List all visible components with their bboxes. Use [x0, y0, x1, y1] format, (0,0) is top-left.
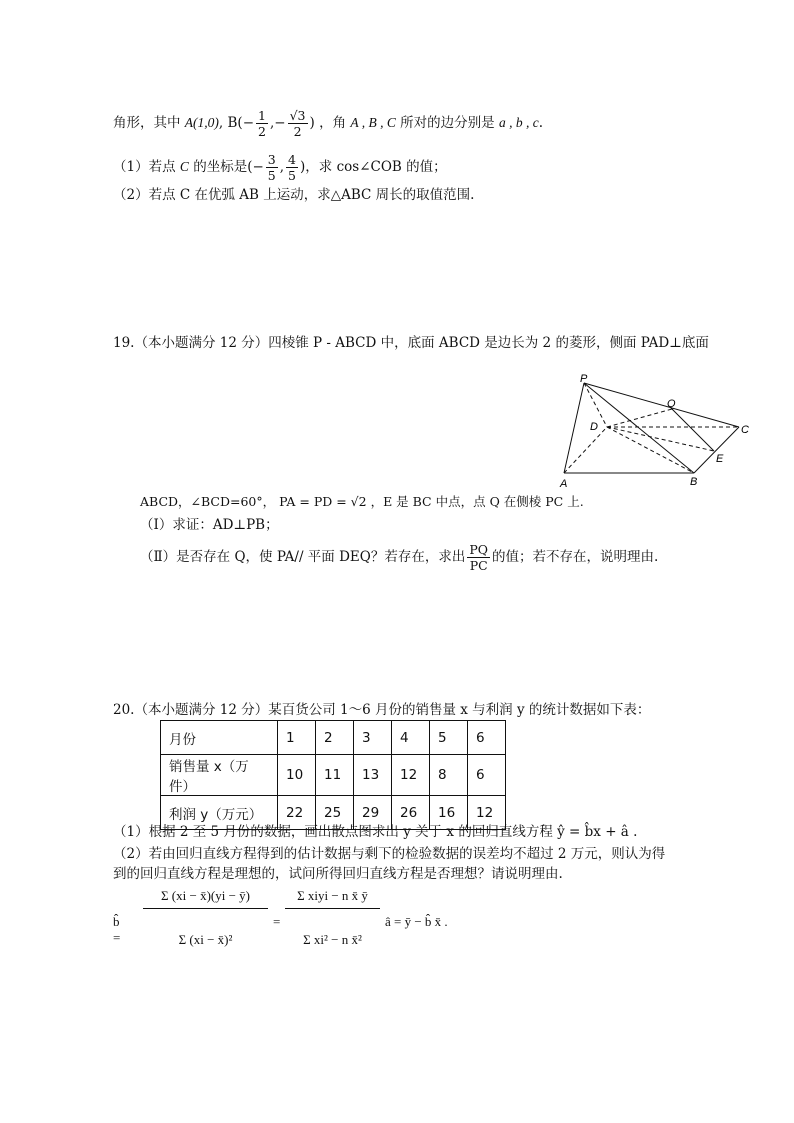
edge-de	[607, 427, 714, 451]
table-cell: 11	[316, 755, 354, 796]
fraction-4-5	[286, 152, 298, 183]
table-cell: 12	[468, 796, 506, 830]
label-p: P	[580, 373, 588, 385]
q20-part2-line1: （2）若由回归直线方程得到的估计数据与剩下的检验数据的误差均不超过 2 万元，则认为得	[113, 846, 666, 862]
formula-num2: Σ xiyi − n x̄ ȳ	[285, 888, 380, 909]
table-row	[161, 721, 506, 755]
frac-num: √3	[289, 108, 306, 123]
table-cell: 6	[468, 721, 506, 755]
edge-pa	[564, 383, 584, 473]
pyramid-figure	[552, 370, 762, 490]
ratio-den: PC	[469, 558, 488, 573]
edge-pb	[584, 383, 694, 473]
q19-part2-pre: （Ⅱ）是否存在 Q，使 PA// 平面 DEQ？若存在，求出	[140, 549, 466, 565]
q18-part2: （2）若点 C 在优弧 AB 上运动，求△ABC 周长的取值范围.	[113, 187, 475, 203]
ratio-pq-pc	[467, 542, 490, 573]
formula-lhs: b̂ =	[113, 914, 121, 945]
formula-den2: Σ xi² − n x̄²	[303, 932, 362, 947]
q18-part1-pre: （1）若点	[113, 159, 176, 175]
table-cell: 10	[278, 755, 316, 796]
formula-eq: =	[273, 914, 281, 929]
frac-den: 5	[288, 168, 296, 183]
table-cell: 2	[316, 721, 354, 755]
table-cell: 12	[392, 755, 430, 796]
q20-header: 20.（本小题满分 12 分）某百货公司 1～6 月份的销售量 x 与利润 y 的统计数据如下表：	[113, 702, 651, 718]
q18-part1-post: ，求 cos∠COB 的值；	[305, 159, 447, 175]
q19-part1: （Ⅰ）求证：AD⊥PB；	[140, 517, 279, 533]
q18-line1: 角形，其中 A(1,0), B(− $\frac{1}{2}$ ,− $\frac{√3}{2}$ ) ，角 A , B , C 所对的边分别是 a , b , c.	[113, 108, 544, 139]
label-d: D	[590, 421, 598, 433]
table-cell: 26	[392, 796, 430, 830]
table-cell: 4	[392, 721, 430, 755]
table-cell: 25	[316, 796, 354, 830]
row-label: 销售量 x（万件）	[161, 755, 278, 796]
table-cell: 5	[430, 721, 468, 755]
formula-tail: â = ȳ − b̂ x̄ .	[385, 914, 448, 929]
edge-db	[607, 427, 694, 473]
q18-part1-mid: 的坐标是	[193, 159, 248, 175]
label-e: E	[716, 453, 724, 465]
sides-abc: a , b , c	[498, 115, 539, 130]
table-cell: 22	[278, 796, 316, 830]
table-cell: 8	[430, 755, 468, 796]
label-a: A	[560, 478, 568, 490]
point-a: A(1,0)	[184, 115, 219, 130]
table-cell: 1	[278, 721, 316, 755]
point-c: C	[179, 159, 189, 174]
q18-line1-pre: 角形，其中	[113, 115, 181, 131]
frac-den: 2	[293, 124, 302, 139]
edge-dq	[607, 409, 672, 427]
edge-bc	[694, 427, 739, 473]
q18-line1-post: 所对的边分别是	[400, 115, 495, 131]
q18-part1: （1）若点 C 的坐标是(− $\frac{3}{5}$ , $\frac{4}{5}$ )，求 cos∠COB 的值；	[113, 152, 447, 183]
frac-num: 3	[267, 152, 276, 167]
frac-num: 1	[258, 108, 266, 123]
table-cell: 3	[354, 721, 392, 755]
fraction-half	[256, 108, 268, 139]
q19-header: 19.（本小题满分 12 分）四棱锥 P - ABCD 中，底面 ABCD 是边长为 2 的菱形，侧面 PAD⊥底面	[113, 335, 709, 351]
formula-num1: Σ (xi − x̄)(yi − ȳ)	[143, 888, 268, 909]
table-cell: 29	[354, 796, 392, 830]
frac-den: 2	[258, 124, 266, 139]
stats-table	[160, 720, 506, 830]
q18-line1-mid: ，角	[319, 115, 347, 131]
q19-part2	[140, 542, 658, 573]
row-label: 利润 y（万元）	[161, 796, 278, 830]
label-q: Q	[667, 398, 676, 410]
table-cell: 6	[468, 755, 506, 796]
q19-part2-post: 的值；若不存在，说明理由.	[492, 549, 659, 565]
label-b: B	[690, 476, 698, 488]
edge-ad	[564, 427, 607, 473]
ratio-num: PQ	[469, 542, 489, 557]
formula-den1: Σ (xi − x̄)²	[178, 932, 233, 947]
point-b-pre: , B(−	[218, 115, 255, 131]
table-cell: 16	[430, 796, 468, 830]
angles-abc: A , B , C	[350, 115, 396, 130]
label-c: C	[741, 424, 749, 436]
edge-qe	[672, 409, 714, 451]
edge-pc	[584, 383, 739, 427]
row-label: 月份	[161, 721, 278, 755]
fraction-3-5	[266, 152, 278, 183]
q19-line2: ABCD，∠BCD=60°， PA = PD = √2 ，E 是 BC 中点，点 Q 在侧棱 PC 上.	[140, 494, 584, 509]
q20-part1: （1）根据 2 至 5 月份的数据，画出散点图求出 y 关于 x 的回归直线方程 ŷ = b̂x + â .	[113, 824, 638, 840]
table-row	[161, 755, 506, 796]
table-cell: 13	[354, 755, 392, 796]
frac-den: 5	[267, 168, 276, 183]
frac-num: 4	[288, 152, 296, 167]
fraction-sqrt3-half	[288, 108, 308, 139]
q20-part2-line2: 到的回归直线方程是理想的，试问所得回归直线方程是否理想？请说明理由.	[113, 866, 563, 882]
